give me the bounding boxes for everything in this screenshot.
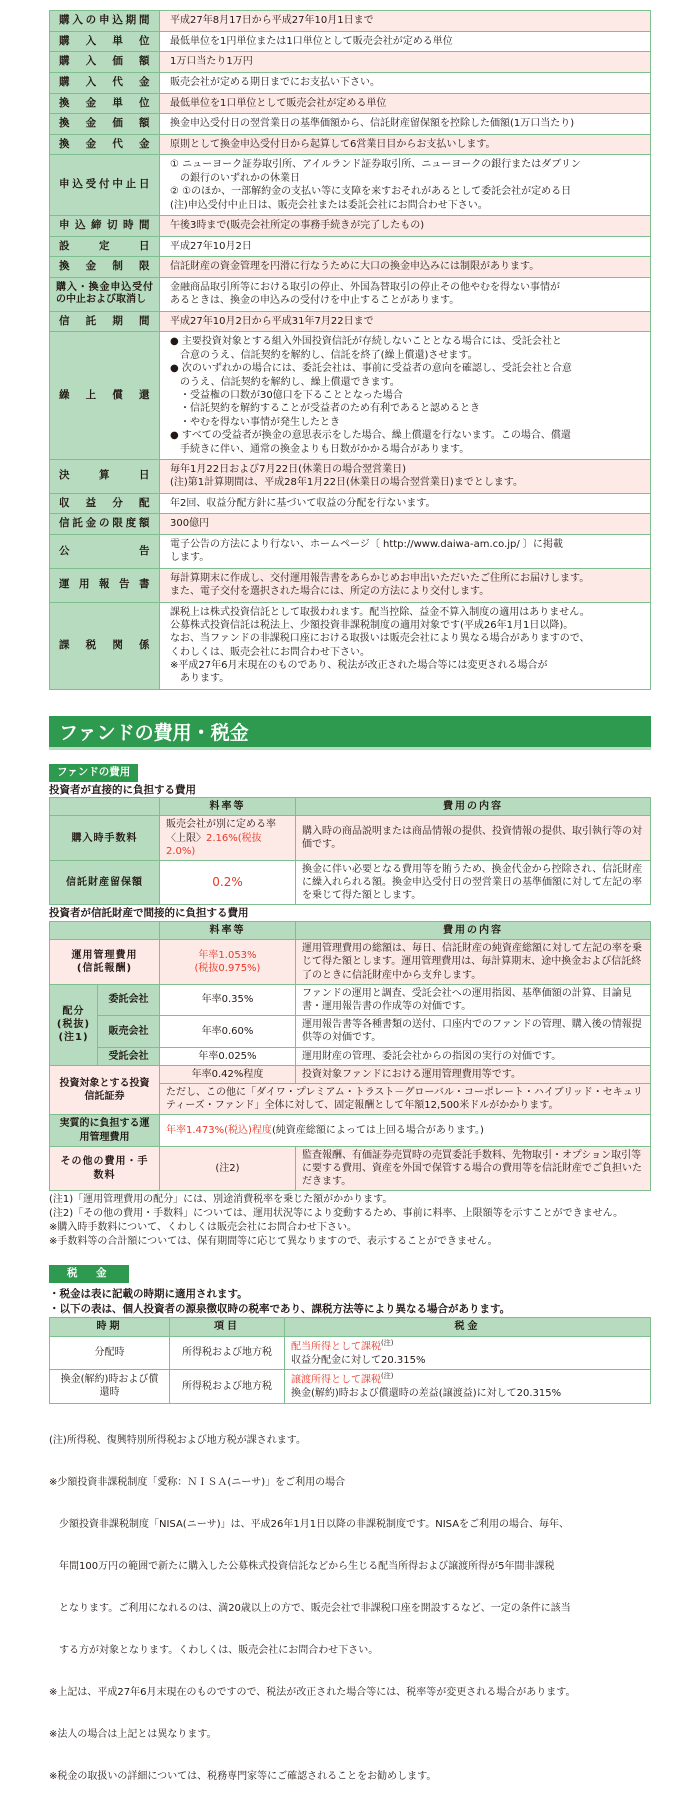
tax-detail: 譲渡所得として課税$^{(注)}$ 換金(解約)時および償還時の差益(譲渡益)に対して20.315% [285, 1370, 651, 1403]
terms-row [50, 216, 651, 237]
terms-label: 公告 [50, 534, 160, 568]
terms-value: 1万口当たり1万円 [160, 52, 651, 73]
indirect-cost-title: 投資者が信託財産で間接的に負担する費用 [49, 907, 249, 920]
real-cost-rate: 年率1.473%(税込)程度(純資産総額によっては上回る場合があります。) [160, 1115, 651, 1146]
terms-label: 購入の申込期間 [50, 11, 160, 32]
terms-label: 設定日 [50, 236, 160, 257]
mgmt-fee-label: 運用管理費用 (信託報酬) [50, 940, 160, 985]
terms-row [50, 93, 651, 114]
terms-value: 電子公告の方法により行ない、ホームページ〔 http://www.daiwa-am.co.jp/ 〕に掲載 します。 [160, 534, 651, 568]
terms-value: 平成27年10月2日 [160, 236, 651, 257]
other-fee-label: その他の費用・手数料 [50, 1146, 160, 1191]
terms-row [50, 11, 651, 32]
split-rate: 年率0.60% [160, 1016, 296, 1047]
terms-label: 決算日 [50, 459, 160, 493]
purchase-fee-desc: 購入時の商品説明または商品情報の提供、投資情報の提供、取引執行等の対価です。 [296, 816, 651, 861]
terms-value: 午後3時まで(販売会社所定の事務手続きが完了したもの) [160, 216, 651, 237]
terms-label: 購入代金 [50, 72, 160, 93]
split-desc: ファンドの運用と調査、受託会社への運用指図、基準価額の計算、目論見書・運用報告書の作成等の対価です。 [296, 984, 651, 1015]
terms-value: 最低単位を1円単位または1口単位として販売会社が定める単位 [160, 31, 651, 52]
retention-rate: 0.2% [160, 860, 296, 905]
purchase-fee-rate: 販売会社が別に定める率 〈上限〉2.16%(税抜2.0%) [160, 816, 296, 861]
purchase-fee-label: 購入時手数料 [50, 816, 160, 861]
terms-row [50, 31, 651, 52]
tax-when: 換金(解約)時および償還時 [50, 1370, 170, 1403]
terms-row [50, 52, 651, 73]
indirect-fee-table [49, 921, 651, 1191]
terms-value: 信託財産の資金管理を円滑に行なうために大口の換金申込みには制限があります。 [160, 257, 651, 278]
target-fund-rate: 年率0.42%程度 [160, 1065, 296, 1083]
terms-label: 換金単位 [50, 93, 160, 114]
terms-label: 繰上償還 [50, 332, 160, 460]
terms-row [50, 114, 651, 135]
terms-value: 最低単位を1口単位として販売会社が定める単位 [160, 93, 651, 114]
terms-row [50, 568, 651, 602]
terms-row [50, 134, 651, 155]
terms-row [50, 602, 651, 689]
terms-value: ● 主要投資対象とする組入外国投資信託が存続しないこととなる場合には、受託会社と 合意のうえ、信託契約を解約し、信託を終了(繰上償還)させます。 ● 次のいずれかの場合には、委託会社は、事前に受益者の意向を確認し、受託会社と合意 のうえ、信託契約を解約し、繰上償還できます。 ・受益権の口数が30億口を下ることとなった場合 ・信託契約を解約することが受益者のため有利であると認めるとき ・やむを得ない事情が発生したとき ● すべての受益者が換金の意思表示をした場合、繰上償還を行ないます。この場合、償還 手続きに伴い、通常の換金よりも日数がかかる場合があります。 [160, 332, 651, 460]
split-rate: 年率0.025% [160, 1047, 296, 1065]
tax-when: 分配時 [50, 1336, 170, 1369]
tax-table [49, 1317, 651, 1403]
fee-tag: ファンドの費用 [49, 764, 138, 782]
tax-notes: (注)所得税、復興特別所得税および地方税が課されます。 ※少額投資非課税制度「愛称：ＮＩＳＡ(ニーサ)」をご利用の場合 少額投資非課税制度「NISA(ニーサ)」は、平成26年1月1日以降の非課税制度です。NISAをご利用の場合、毎年、 年間100万円の範囲で新たに購入した公募株式投資信託などから生じる配当所得および譲渡所得が5年間非課税 となります。ご利用になれるのは、満20歳以上の方で、販売会社で非課税口座を開設するなど、一定の条件に該当 する方が対象となります。くわしくは、販売会社にお問合わせ下さい。 ※上記は、平成27年6月末現在のものですので、税法が改正された場合等には、税率等が変更される場合があります。 ※法人の場合は上記とは異なります。 ※税金の取扱いの詳細については、税務専門家等にご確認されることをお勧めします。 [49, 1434, 576, 1782]
mgmt-fee-desc: 運用管理費用の総額は、毎日、信託財産の純資産総額に対して左記の率を乗じて得た額とします。運用管理費用は、毎計算期末、途中換金および信託終了のときに信託財産中から支弁します。 [296, 940, 651, 985]
retention-desc: 換金に伴い必要となる費用等を賄うため、換金代金から控除され、信託財産に繰入れられる額。換金申込受付日の翌営業日の基準価額に対して左記の率を乗じて得た額とします。 [296, 860, 651, 905]
terms-value: 換金申込受付日の翌営業日の基準価額から、信託財産留保額を控除した価額(1万口当たり) [160, 114, 651, 135]
split-who: 受託会社 [98, 1047, 160, 1065]
terms-row [50, 72, 651, 93]
target-fund-extra: ただし、この他に「ダイワ・プレミアム・トラスト－グローバル・コーポレート・ハイブリッド・セキュリティーズ・ファンド」全体に対して、固定報酬として年額12,500米ドルがかかります。 [160, 1083, 651, 1114]
terms-row [50, 257, 651, 278]
terms-value: 金融商品取引所等における取引の停止、外国為替取引の停止その他やむを得ない事情が あるときは、換金の申込みの受付けを中止することがあります。 [160, 277, 651, 311]
terms-label: 申込受付中止日 [50, 155, 160, 216]
terms-value: 販売会社が定める期日までにお支払い下さい。 [160, 72, 651, 93]
tax-detail: 配当所得として課税$^{(注)}$ 収益分配金に対して20.315% [285, 1336, 651, 1369]
split-desc: 運用報告書等各種書類の送付、口座内でのファンドの管理、購入後の情報提供等の対価です。 [296, 1016, 651, 1047]
terms-row [50, 459, 651, 493]
terms-row [50, 236, 651, 257]
terms-label: 購入価額 [50, 52, 160, 73]
split-label: 配分 (税抜) (注1) [50, 984, 98, 1065]
col-tax: 税金 [285, 1318, 651, 1337]
terms-row [50, 311, 651, 332]
retention-label: 信託財産留保額 [50, 860, 160, 905]
terms-label: 申込締切時間 [50, 216, 160, 237]
terms-value: 300億円 [160, 514, 651, 535]
col-item: 項目 [170, 1318, 285, 1337]
col-desc: 費用の内容 [296, 922, 651, 940]
section-title: ファンドの費用・税金 [49, 716, 651, 750]
terms-row [50, 155, 651, 216]
split-who: 販売会社 [98, 1016, 160, 1047]
fee-notes: (注1)「運用管理費用の配分」には、別途消費税率を乗じた額がかかります。 (注2)「その他の費用・手数料」については、運用状況等により変動するため、事前に料率、上限額等を示すことができません。 ※購入時手数料について、くわしくは販売会社にお問合わせ下さい。 ※手数料等の合計額については、保有期間等に応じて異なりますので、表示することができません。 [49, 1194, 624, 1248]
terms-label: 購入・換金申込受付の中止および取消し [50, 277, 160, 311]
terms-value: 平成27年8月17日から平成27年10月1日まで [160, 11, 651, 32]
split-rate: 年率0.35% [160, 984, 296, 1015]
terms-value: 平成27年10月2日から平成31年7月22日まで [160, 311, 651, 332]
real-cost-label: 実質的に負担する運用管理費用 [50, 1115, 160, 1146]
terms-row [50, 514, 651, 535]
col-when: 時期 [50, 1318, 170, 1337]
terms-value: ① ニューヨーク証券取引所、アイルランド証券取引所、ニューヨークの銀行またはダブリン の銀行のいずれかの休業日 ② ①のほか、一部解約金の支払い等に支障を来すおそれがあるとして委託会社が定める日 (注)申込受付中止日は、販売会社または委託会社にお問合わせ下さい。 [160, 155, 651, 216]
terms-label: 購入単位 [50, 31, 160, 52]
terms-label: 換金価額 [50, 114, 160, 135]
terms-label: 換金制限 [50, 257, 160, 278]
terms-row [50, 332, 651, 460]
direct-fee-table [49, 797, 651, 905]
terms-value: 毎計算期末に作成し、交付運用報告書をあらかじめお申出いただいたご住所にお届けします。 また、電子交付を選択された場合には、所定の方法により交付します。 [160, 568, 651, 602]
split-desc: 運用財産の管理、委託会社からの指図の実行の対価です。 [296, 1047, 651, 1065]
target-fund-desc: 投資対象ファンドにおける運用管理費用等です。 [296, 1065, 651, 1083]
tax-tag: 税 金 [49, 1265, 129, 1283]
split-who: 委託会社 [98, 984, 160, 1015]
terms-label: 換金代金 [50, 134, 160, 155]
terms-value: 原則として換金申込受付日から起算して6営業日目からお支払いします。 [160, 134, 651, 155]
terms-label: 運用報告書 [50, 568, 160, 602]
terms-value: 年2回、収益分配方針に基づいて収益の分配を行ないます。 [160, 493, 651, 514]
direct-cost-title: 投資者が直接的に負担する費用 [49, 783, 196, 796]
terms-label: 信託期間 [50, 311, 160, 332]
mgmt-fee-rate: 年率1.053% (税抜0.975%) [160, 940, 296, 985]
terms-row [50, 277, 651, 311]
fund-terms-table [49, 10, 651, 690]
terms-row [50, 534, 651, 568]
target-fund-label: 投資対象とする投資信託証券 [50, 1065, 160, 1115]
col-desc: 費用の内容 [296, 798, 651, 816]
col-rate: 料率等 [160, 798, 296, 816]
tax-bullets: ・税金は表に記載の時期に適用されます。 ・以下の表は、個人投資者の源泉徴収時の税率であり、課税方法等により異なる場合があります。 [49, 1287, 511, 1316]
other-fee-rate: (注2) [160, 1146, 296, 1191]
terms-value: 毎年1月22日および7月22日(休業日の場合翌営業日) (注)第1計算期間は、平成28年1月22日(休業日の場合翌営業日)までとします。 [160, 459, 651, 493]
terms-label: 収益分配 [50, 493, 160, 514]
terms-value: 課税上は株式投資信託として取扱われます。配当控除、益金不算入制度の適用はありません。 公募株式投資信託は税法上、少額投資非課税制度の適用対象です(平成26年1月1日以降)。 なお、当ファンドの非課税口座における取扱いは販売会社により異なる場合がありますので、 くわしくは、販売会社にお問合わせ下さい。 ※平成27年6月末現在のものであり、税法が改正された場合等には変更される場合が あります。 [160, 602, 651, 689]
terms-label: 信託金の限度額 [50, 514, 160, 535]
col-rate: 料率等 [160, 922, 296, 940]
tax-item: 所得税および地方税 [170, 1370, 285, 1403]
tax-item: 所得税および地方税 [170, 1336, 285, 1369]
terms-row [50, 493, 651, 514]
terms-label: 課税関係 [50, 602, 160, 689]
other-fee-desc: 監査報酬、有価証券売買時の売買委託手数料、先物取引・オプション取引等に要する費用、資産を外国で保管する場合の費用等を信託財産でご負担いただきます。 [296, 1146, 651, 1191]
